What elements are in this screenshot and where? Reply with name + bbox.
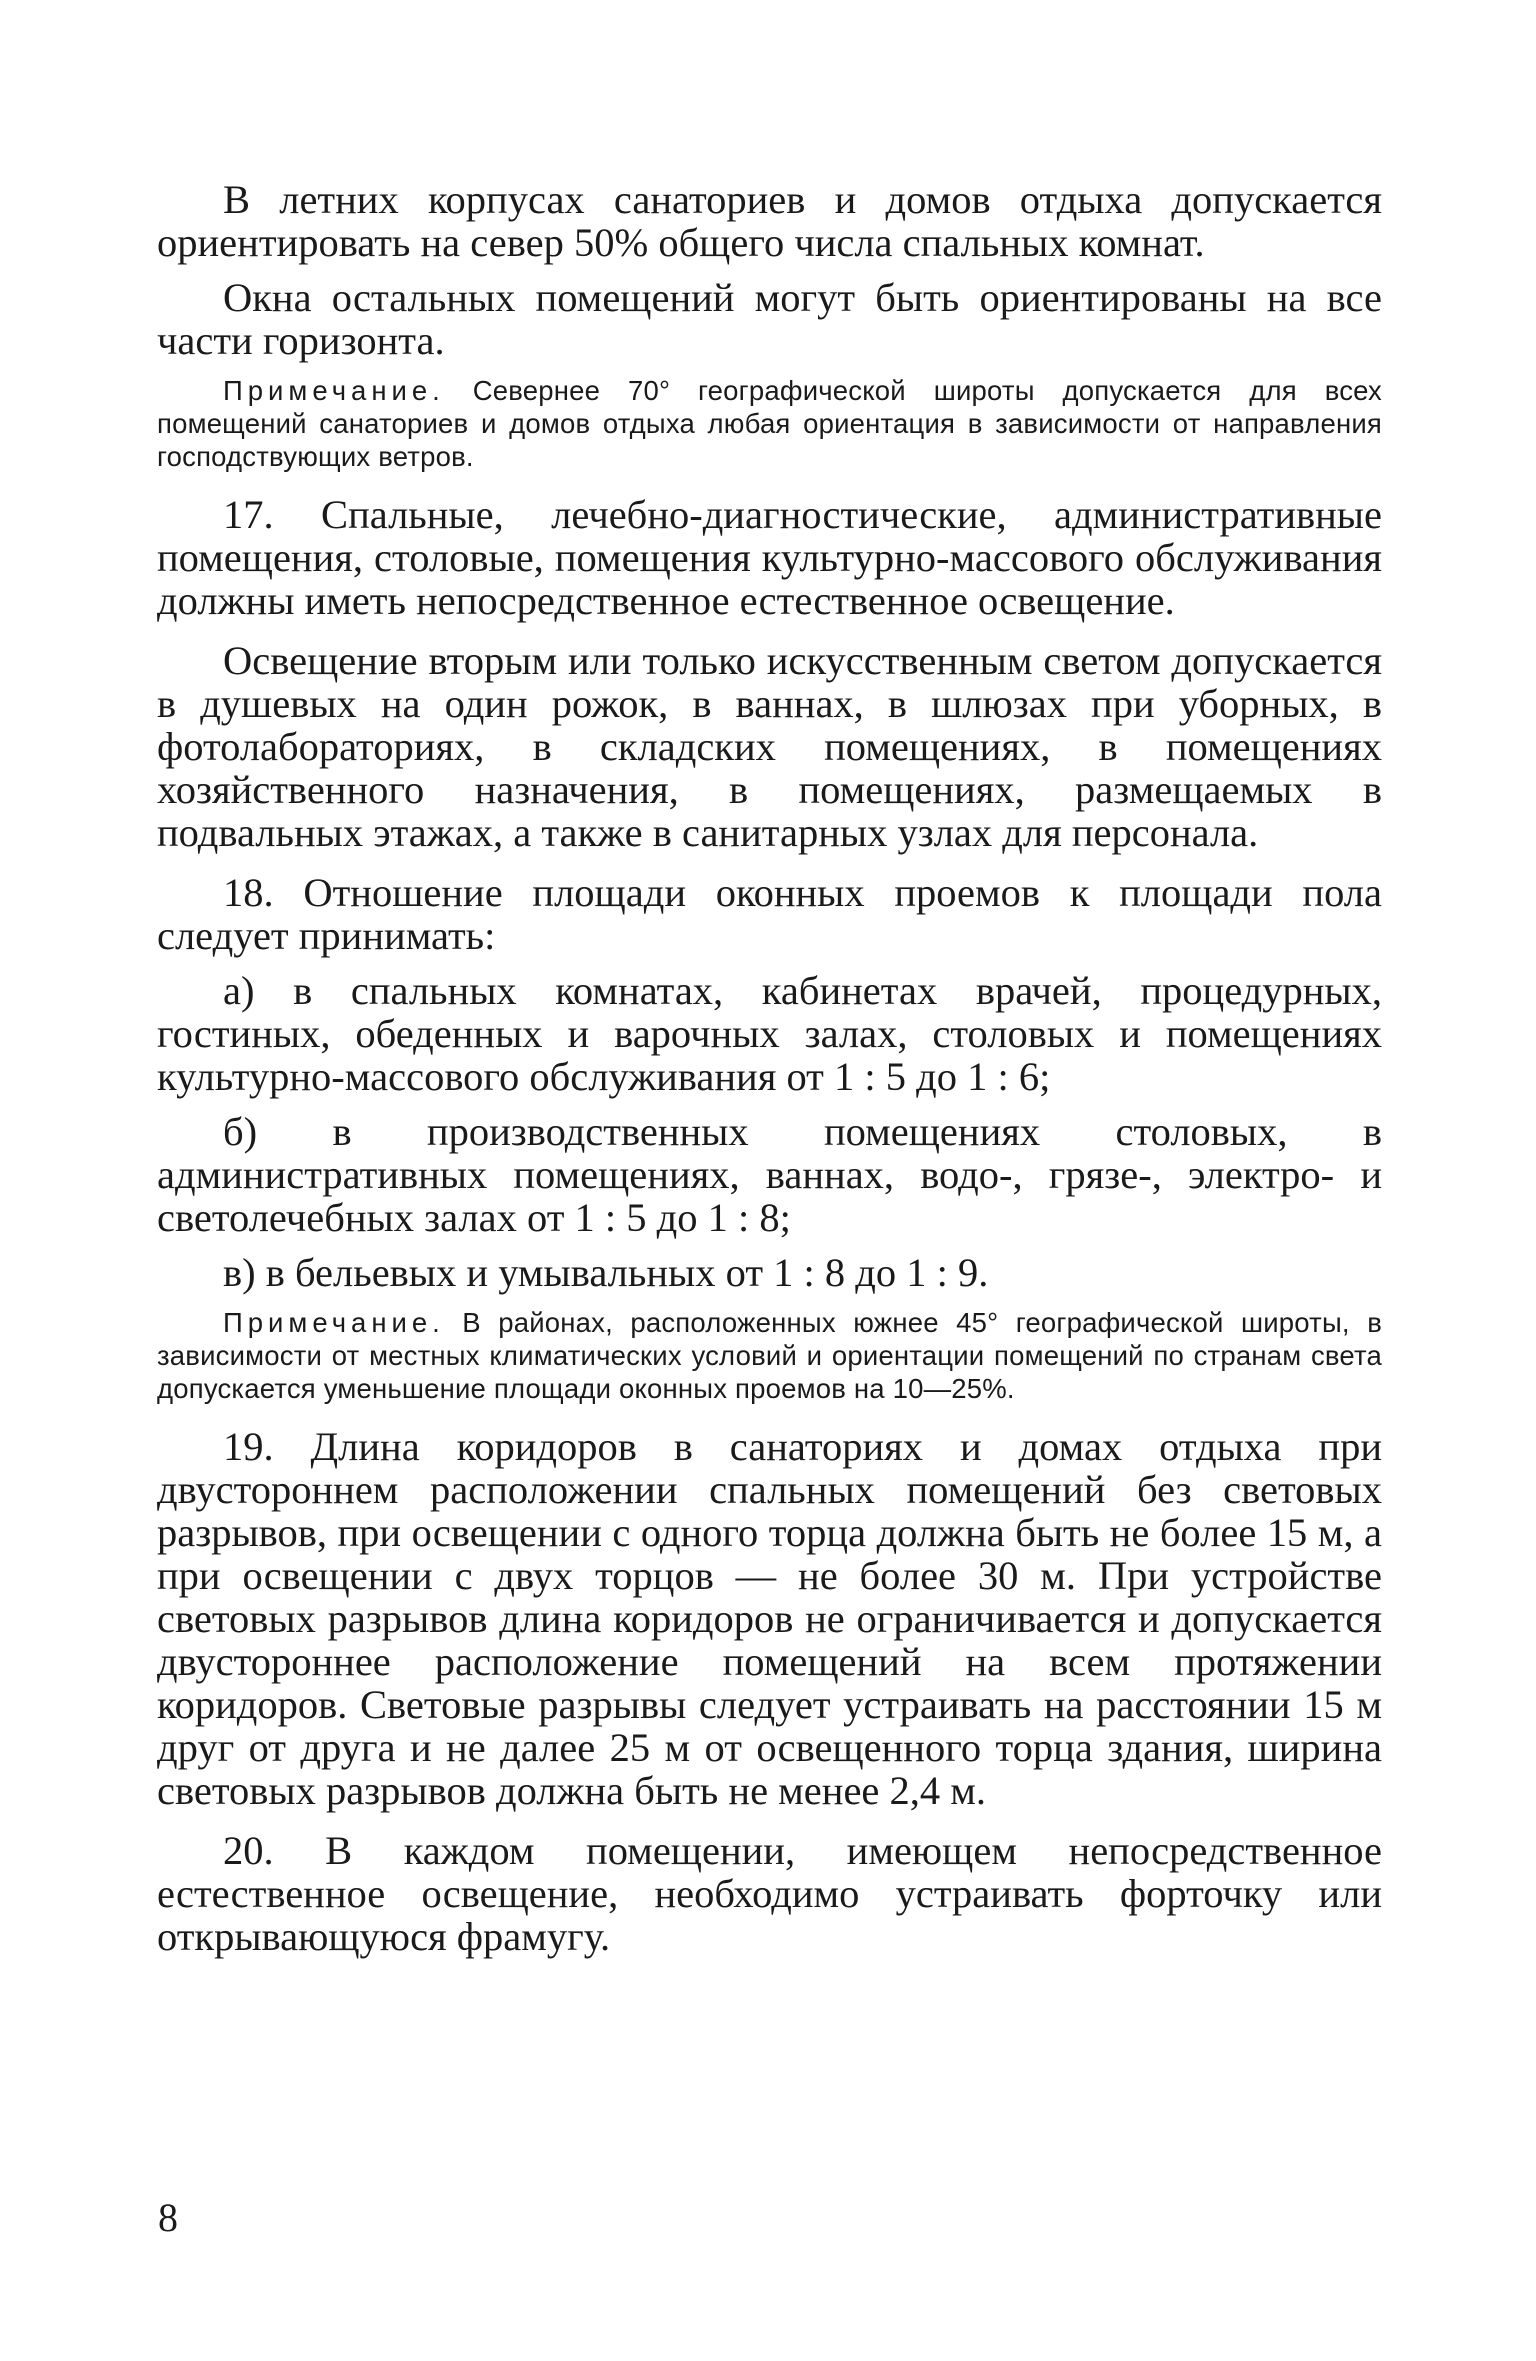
paragraph-19: 19. Длина коридоров в санаториях и домах отдыха при двустороннем расположении спальных помещений без световых разрывов, при освещении с одного торца должна быть не более 15 м, а при освещении с двух торцов — не более 30 м. При устройстве световых разрывов длина коридоров не ограничивается и допускается двустороннее расположение помещений на всем протяжении коридоров. Световые разрывы следует устраивать на расстоянии 15 м друг от друга и не далее 25 м от освещенного торца здания, ширина световых разрывов должна быть не менее 2,4 м.: [157, 1424, 1382, 1813]
paragraph-17-lighting-exceptions: Освещение вторым или только искусственным светом допускается в душевых на один рожок, в ваннах, в шлюзах при уборных, в фотолабораториях, в складских помещениях, в помещениях хозяйственного назначения, в помещениях, размещаемых в подвальных этажах, а также в санитарных узлах для персонала.: [157, 638, 1382, 855]
paragraph-18-item-b: б) в производственных помещениях столовых, в административных помещениях, ваннах, водо-, грязе-, электро- и светолечебных залах от 1 : 5 до 1 : 8;: [157, 1109, 1382, 1240]
paragraph-18-item-a: а) в спальных комнатах, кабинетах врачей, процедурных, гостиных, обеденных и варочных залах, столовых и помещениях культурно-массового обслуживания от 1 : 5 до 1 : 6;: [157, 968, 1382, 1099]
paragraph-20: 20. В каждом помещении, имеющем непосредственное естественное освещение, необходимо устраивать форточку или открывающуюся фрамугу.: [157, 1828, 1382, 1959]
paragraph-17: 17. Спальные, лечебно-диагностические, административные помещения, столовые, помещения культурно-массового обслуживания должны иметь непосредственное естественное освещение.: [157, 492, 1382, 623]
note-latitude-70: [157, 374, 1382, 473]
note-text: В районах, расположенных южнее 45° географической широты, в зависимости от местных климатических условий и ориентации помещений по странам света допускается уменьшение площади оконных проемов на 10—25%.: [157, 1307, 1382, 1404]
note-label: Примечание.: [223, 375, 445, 406]
note-text: Севернее 70° географической широты допускается для всех помещений санаториев и домов отдыха любая ориентация в зависимости от направления господствующих ветров.: [157, 375, 1382, 472]
paragraph-other-rooms-orientation: Окна остальных помещений могут быть ориентированы на все части горизонта.: [157, 275, 1382, 363]
paragraph-18: 18. Отношение площади оконных проемов к площади пола следует принимать:: [157, 870, 1382, 958]
page-body: [157, 178, 1382, 1975]
page-number: 8: [158, 2195, 178, 2240]
paragraph-north-orientation: В летних корпусах санаториев и домов отдыха допускается ориентировать на север 50% общего числа спальных комнат.: [157, 177, 1382, 265]
note-label: Примечание.: [223, 1307, 445, 1338]
paragraph-18-item-c: в) в бельевых и умывальных от 1 : 8 до 1 : 9.: [223, 1250, 989, 1295]
note-latitude-45: [157, 1306, 1382, 1405]
